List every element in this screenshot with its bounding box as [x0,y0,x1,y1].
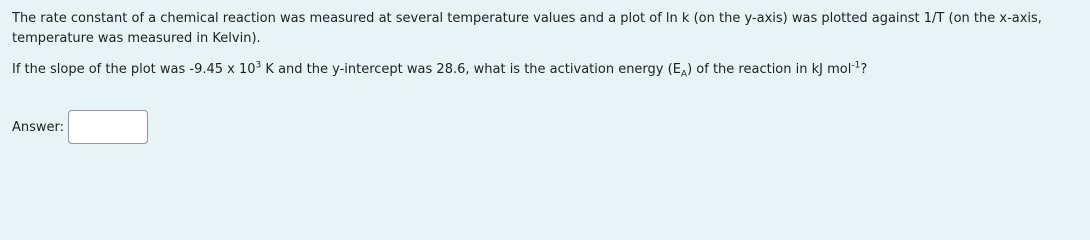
question-paragraph-1: The rate constant of a chemical reaction was measured at several temperature values and a plot of ln k (on the y-axis) was plotted against 1/T (on the x-axis, temperature was measured in Kelvin). [12,11,1042,46]
activation-energy-subscript: A [680,69,688,80]
question-text-part-1: If the slope of the plot was -9.45 x 10 [12,62,256,77]
question-text-part-4: ? [860,62,868,77]
slope-exponent: 3 [255,60,262,71]
unit-exponent: -1 [851,60,861,71]
question-text-part-2: K and the y-intercept was 28.6, what is the activation energy (E [261,62,681,77]
question-text-part-3: ) of the reaction in kJ mol [687,62,852,77]
answer-row [12,110,148,144]
answer-label: Answer: [12,119,65,135]
question-paragraph-2 [12,60,1078,80]
question-text [12,9,1078,80]
answer-input[interactable] [68,110,148,144]
